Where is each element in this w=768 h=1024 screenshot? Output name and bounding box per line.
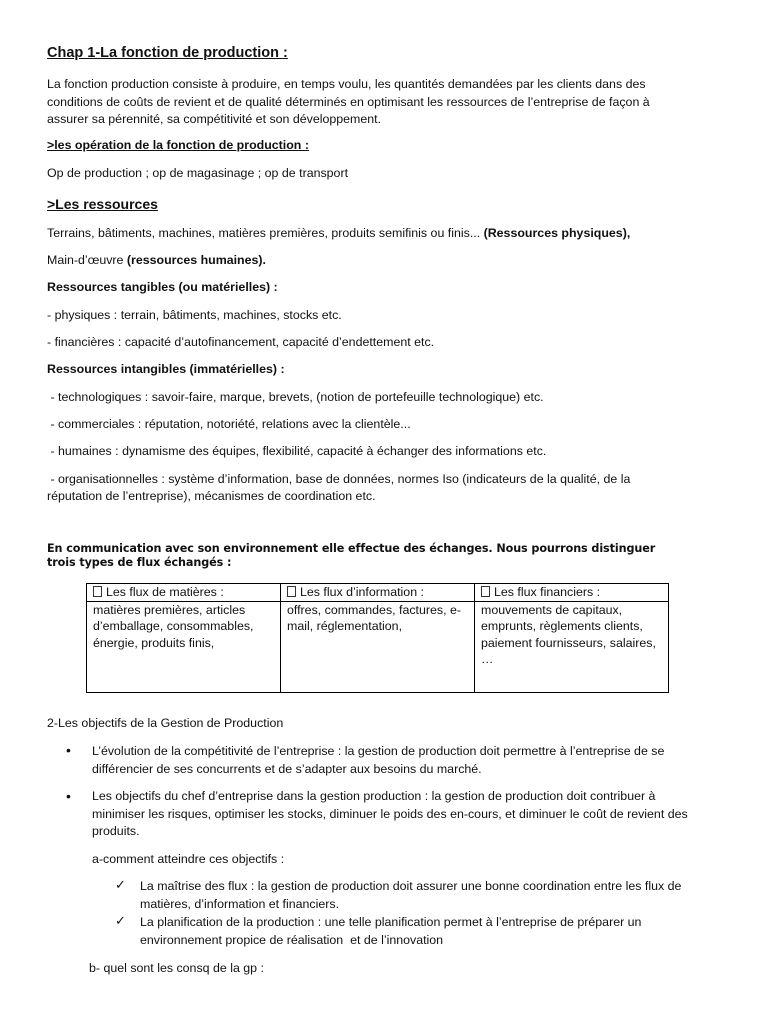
ressources-humaines-label: (ressources humaines). [126, 253, 266, 267]
bullet-line: L’évolution de la compétitivité de l’entreprise : la gestion de production doit permettre à l’entreprise de se [92, 744, 665, 758]
flux-header-cell [87, 584, 281, 602]
flux-header-label: Les flux financiers : [494, 585, 601, 599]
check-icon: ✓ [115, 877, 126, 892]
check-line: La planification de la production : une telle planification permet à l’entreprise de préparer un [140, 915, 642, 929]
checkbox-glyph-icon [481, 586, 490, 597]
ressources-heading: >Les ressources [47, 196, 158, 212]
bullet-line: produits. [92, 824, 140, 838]
flux-cell: mouvements de capitaux, emprunts, règlements clients, paiement fournisseurs, salaires, … [475, 601, 669, 693]
intangibles-item: - humaines : dynamisme des équipes, flexibilité, capacité à échanger des informations etc. [47, 444, 547, 458]
ressources-physiques-line [47, 225, 630, 243]
intangibles-item: - technologiques : savoir-faire, marque, brevets, (notion de portefeuille technologique) etc. [47, 390, 544, 404]
objectifs-heading: 2-Les objectifs de la Gestion de Production [47, 716, 284, 730]
ressources-physiques-label: (Ressources physiques), [483, 226, 631, 240]
flux-header-cell [281, 584, 475, 602]
ressources-humaines-text: Main-d’œuvre [47, 253, 127, 267]
intro-paragraph [47, 76, 650, 129]
flux-header-label: Les flux d’information : [300, 585, 424, 599]
communication-paragraph [47, 542, 655, 570]
intangibles-heading: Ressources intangibles (immatérielles) : [47, 362, 285, 376]
bullet-line: différencier de ses concurrents et de s’adapter aux besoins du marché. [92, 761, 482, 776]
intangibles-item: - commerciales : réputation, notoriété, relations avec la clientèle... [47, 417, 411, 431]
bullet-line: Les objectifs du chef d’entreprise dans la gestion production : la gestion de production doit contribuer à [92, 789, 656, 803]
intangibles-item: réputation de l’entreprise), mécanismes de coordination etc. [47, 489, 376, 503]
checkbox-glyph-icon [287, 586, 296, 597]
checkbox-glyph-icon [93, 586, 102, 597]
check-line: matières, d’information et financiers. [140, 896, 340, 911]
flux-table-row [87, 601, 669, 693]
communication-line: trois types de flux échangés : [47, 556, 232, 569]
check-icon: ✓ [115, 913, 126, 928]
intro-line: conditions de coûts de revient et de qualité déterminés en optimisant les ressources de l’entreprise de façon à [47, 94, 650, 109]
intangibles-item: - organisationnelles : système d’information, base de données, normes Iso (indicateurs de la qualité, de la [47, 472, 631, 486]
sub-heading-a: a-comment atteindre ces objectifs : [92, 852, 285, 866]
tangibles-heading: Ressources tangibles (ou matérielles) : [47, 280, 278, 294]
check-line: environnement propice de réalisation et de l’innovation [140, 932, 444, 947]
flux-header-cell [475, 584, 669, 602]
operations-heading: >les opération de la fonction de production : [47, 138, 309, 152]
ressources-physiques-text: Terrains, bâtiments, machines, matières premières, produits semifinis ou finis... [47, 226, 484, 240]
ressources-humaines-line [47, 252, 266, 270]
bullet-icon: • [66, 742, 71, 758]
communication-line: En communication avec son environnement elle effectue des échanges. Nous pourrons distinguer [47, 542, 656, 555]
check-item [140, 878, 681, 913]
flux-cell: matières premières, articles d’emballage, consommables, énergie, produits finis, [87, 601, 281, 693]
check-item [140, 914, 641, 949]
intro-line: La fonction production consiste à produire, en temps voulu, les quantités demandées par les clients dans des [47, 77, 646, 91]
flux-table [86, 583, 669, 693]
page-title: Chap 1-La fonction de production : [47, 45, 288, 61]
intro-line: assurer sa pérennité, sa compétitivité et son développement. [47, 112, 382, 126]
operations-text: Op de production ; op de magasinage ; op de transport [47, 166, 349, 180]
bullet-line: minimiser les risques, optimiser les stocks, diminuer le poids des en-cours, et diminuer le coût de revient des [92, 806, 688, 821]
bullet-item [92, 788, 688, 841]
bullet-icon: • [66, 788, 71, 804]
tangibles-item: - physiques : terrain, bâtiments, machines, stocks etc. [47, 308, 342, 322]
tangibles-item: - financières : capacité d’autofinancement, capacité d’endettement etc. [47, 335, 435, 349]
flux-header-label: Les flux de matières : [106, 585, 224, 599]
check-line: La maîtrise des flux : la gestion de production doit assurer une bonne coordination entre les flux de [140, 879, 682, 893]
flux-cell: offres, commandes, factures, e-mail, réglementation, [281, 601, 475, 693]
sub-heading-b: b- quel sont les consq de la gp : [89, 961, 264, 975]
flux-table-header-row [87, 584, 669, 602]
bullet-item [92, 743, 664, 778]
